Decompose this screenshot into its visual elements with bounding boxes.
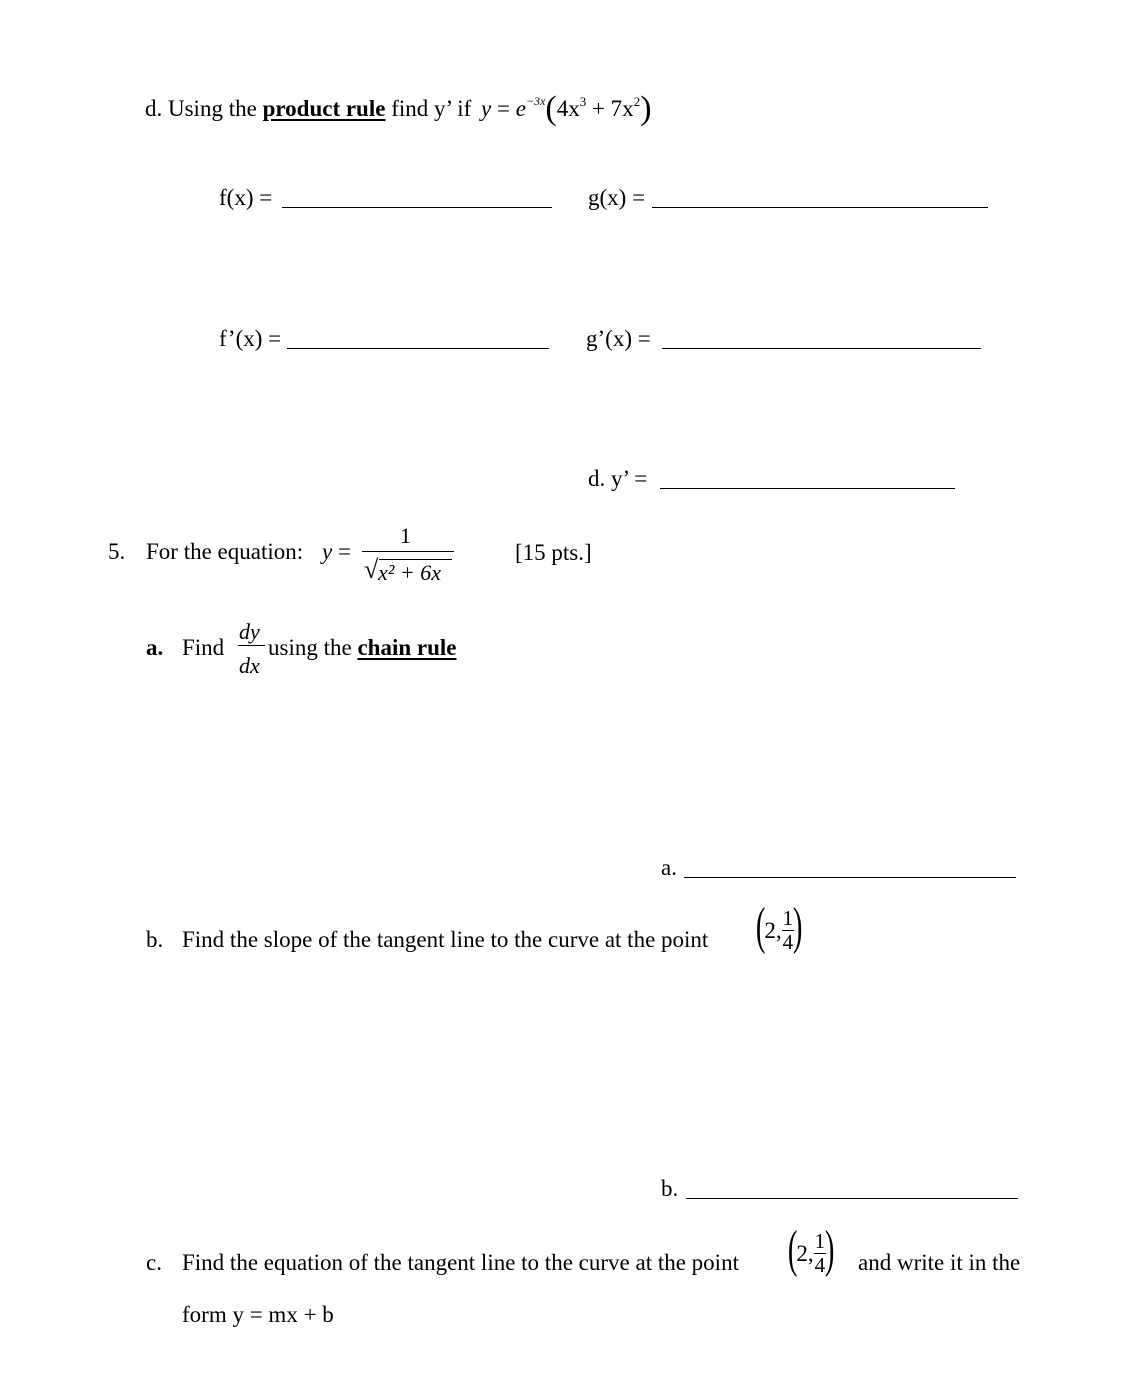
question-5-equation-lhs: y = bbox=[322, 539, 351, 564]
part-c-letter: c. bbox=[146, 1250, 162, 1275]
part-b-point: ( 2, $\frac{1}{4}$ ) bbox=[755, 898, 803, 955]
part-c-point: ( 2, $\frac{1}{4}$ ) bbox=[787, 1221, 835, 1278]
derivative-fraction-line bbox=[238, 645, 265, 646]
part-b-text: Find the slope of the tangent line to the curve at the point bbox=[182, 927, 709, 952]
chain-rule-term: chain rule bbox=[357, 635, 457, 660]
radical-sign-icon: √ bbox=[364, 555, 379, 584]
g-prime-answer-blank[interactable] bbox=[662, 348, 981, 349]
f-prime-label: f’(x) = bbox=[219, 326, 282, 351]
question-5-stem: For the equation: bbox=[146, 539, 304, 564]
product-equation: $y = e^{-3x}(4x^3 + 7x^2)$ bbox=[481, 90, 652, 127]
g-answer-blank[interactable] bbox=[652, 207, 988, 208]
equation-fraction-line bbox=[362, 551, 454, 552]
y-prime-label: d. y’ = bbox=[588, 466, 648, 491]
part-a-find: Find bbox=[182, 635, 225, 660]
answer-b-label: b. bbox=[661, 1176, 679, 1201]
part-c-form: form y = mx + b bbox=[182, 1302, 334, 1327]
f-answer-blank[interactable] bbox=[282, 207, 552, 208]
derivative-denominator: dx bbox=[239, 653, 260, 678]
part-d-prompt: d. Using the product rule find y’ if $y = e^{-3x}(4x^3 + 7x^2)$ bbox=[145, 90, 652, 127]
f-prime-answer-blank[interactable] bbox=[287, 348, 549, 349]
question-5-number: 5. bbox=[108, 539, 126, 564]
derivative-numerator: dy bbox=[239, 619, 260, 644]
part-a-using: using the chain rule bbox=[268, 635, 457, 660]
y-prime-answer-blank[interactable] bbox=[660, 488, 955, 489]
part-a-letter: a. bbox=[146, 635, 164, 660]
f-label: f(x) = bbox=[219, 185, 273, 210]
answer-b-blank[interactable] bbox=[686, 1198, 1018, 1199]
question-5-points: [15 pts.] bbox=[515, 540, 592, 565]
product-rule-term: product rule bbox=[262, 96, 386, 121]
equation-numerator: 1 bbox=[400, 523, 411, 548]
equation-radicand: x² + 6x bbox=[378, 560, 441, 585]
g-prime-label: g’(x) = bbox=[586, 326, 651, 351]
answer-a-blank[interactable] bbox=[684, 877, 1016, 878]
part-c-text: Find the equation of the tangent line to the curve at the point bbox=[182, 1250, 739, 1275]
part-c-after: and write it in the bbox=[858, 1250, 1021, 1275]
answer-a-label: a. bbox=[661, 855, 677, 880]
part-b-letter: b. bbox=[146, 927, 164, 952]
g-label: g(x) = bbox=[588, 185, 646, 210]
